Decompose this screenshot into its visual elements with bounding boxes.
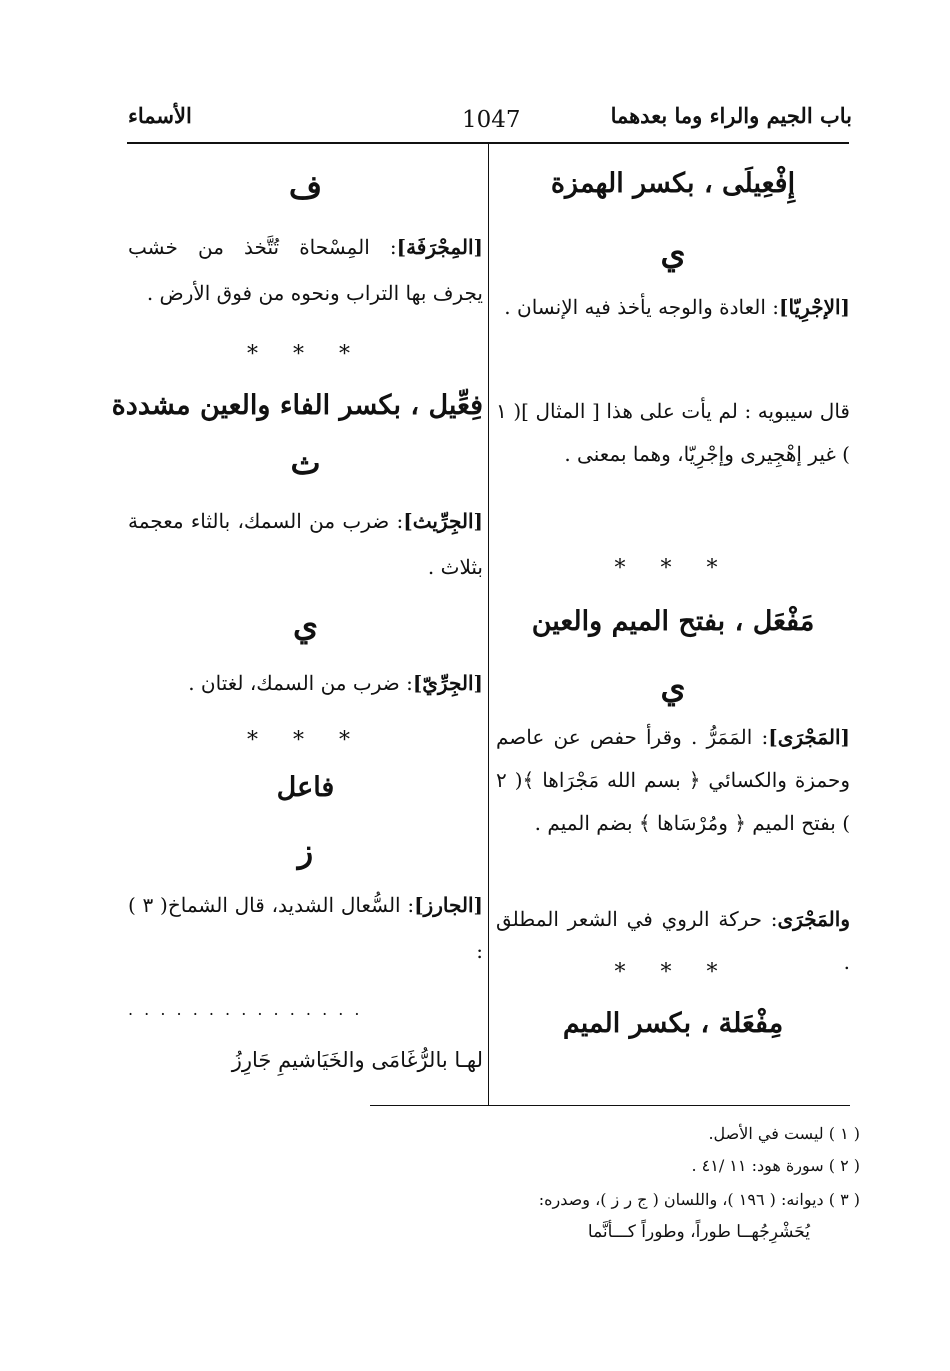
headword: [المَجْرَى] bbox=[768, 725, 850, 749]
section-separator: * * * bbox=[614, 556, 732, 581]
pattern-heading: مِفْعَلة ، بكسر الميم bbox=[562, 1008, 784, 1039]
section-separator: * * * bbox=[614, 960, 732, 985]
entry-text: : المَمَرُّ . وقرأ حفص عن عاصم وحمزة والكسائي ﴿ بسم الله مَجْرَاها ﴾( ٢ ) بفتح الميم ﴿ ومُرْسَاها ﴾ بضم الميم . bbox=[496, 725, 850, 835]
entry-jirrith bbox=[128, 498, 483, 590]
root-letter-heading: ث bbox=[290, 444, 321, 482]
pattern-heading: فاعل bbox=[276, 772, 335, 803]
entry-text: : العادة والوجه يأخذ فيه الإنسان . bbox=[504, 295, 780, 319]
headword: [الإجْرِيّا] bbox=[779, 295, 850, 319]
entry-jirri bbox=[128, 662, 483, 705]
entry-text: : المِسْحاة تُتَّخذ من خشب يجرف بها التراب ونحوه من فوق الأرض . bbox=[128, 235, 483, 305]
running-head-section: الأسماء bbox=[128, 103, 192, 128]
root-letter-heading: ي bbox=[660, 668, 686, 706]
poem-hemistich: لهـا بالرُّغَامَى والخَيَاشيمِ جَارِزُ bbox=[231, 1048, 483, 1072]
root-letter-heading: ف bbox=[288, 168, 323, 206]
root-letter-heading: ز bbox=[297, 832, 314, 870]
section-separator: * * * bbox=[247, 728, 364, 753]
pattern-heading: مَفْعَل ، بفتح الميم والعين bbox=[531, 606, 815, 637]
entry-text: : حركة الروي في الشعر المطلق . bbox=[496, 907, 850, 974]
footnote-rule bbox=[370, 1105, 850, 1106]
entry-majra bbox=[496, 716, 850, 845]
headword: [الجارز] bbox=[414, 893, 483, 917]
headword: [المِجْرَفَة] bbox=[396, 235, 483, 259]
root-letter-heading: ي bbox=[660, 234, 686, 272]
sibawayh-quote: قال سيبويه : لم يأت على هذا [ المثال ]( ١ ) غير إهْجِيرى وإجْرِيّا، وهما بمعنى . bbox=[496, 399, 850, 466]
pattern-heading: إِفْعِيلَى ، بكسر الهمزة bbox=[550, 168, 796, 199]
headword: [الجِرِّيّ] bbox=[412, 671, 483, 695]
entry-ijriya bbox=[496, 286, 850, 329]
entry-mijrafa bbox=[128, 224, 483, 316]
column-divider bbox=[488, 143, 489, 1106]
footnote-2: ( ٢ ) سورة هود: ١١ /٤١ . bbox=[691, 1156, 860, 1175]
entry-jariz bbox=[128, 882, 483, 974]
footnote-1: ( ١ ) ليست في الأصل. bbox=[708, 1124, 860, 1143]
running-head-chapter: باب الجيم والراء وما بعدهما bbox=[610, 103, 852, 128]
root-letter-heading: ي bbox=[292, 606, 319, 644]
headword: [الجِرِّيث] bbox=[403, 509, 483, 533]
entry-text: : ضرب من السمك، لغتان . bbox=[188, 671, 413, 695]
page-number: 1047 bbox=[462, 107, 521, 133]
entry-text: : السُّعال الشديد، قال الشماخ( ٣ ) : bbox=[128, 893, 483, 963]
footnote-3: ( ٣ ) ديوانه: ( ١٩٦ )، واللسان ( ج ر ز )، وصدره: bbox=[538, 1190, 860, 1209]
headword: والمَجْرَى bbox=[777, 907, 850, 931]
entry-text: : ضرب من السمك، بالثاء معجمة بثلاث . bbox=[128, 509, 483, 579]
footnote-3-verse: يُحَشْرِجُهــا طوراً، وطوراً كـــأنَّما bbox=[587, 1222, 810, 1242]
section-separator: * * * bbox=[247, 342, 364, 367]
elided-hemistich: . . . . . . . . . . . . . . . bbox=[128, 1000, 363, 1019]
pattern-heading: فِعِّيل ، بكسر الفاء والعين مشددة bbox=[111, 390, 483, 421]
